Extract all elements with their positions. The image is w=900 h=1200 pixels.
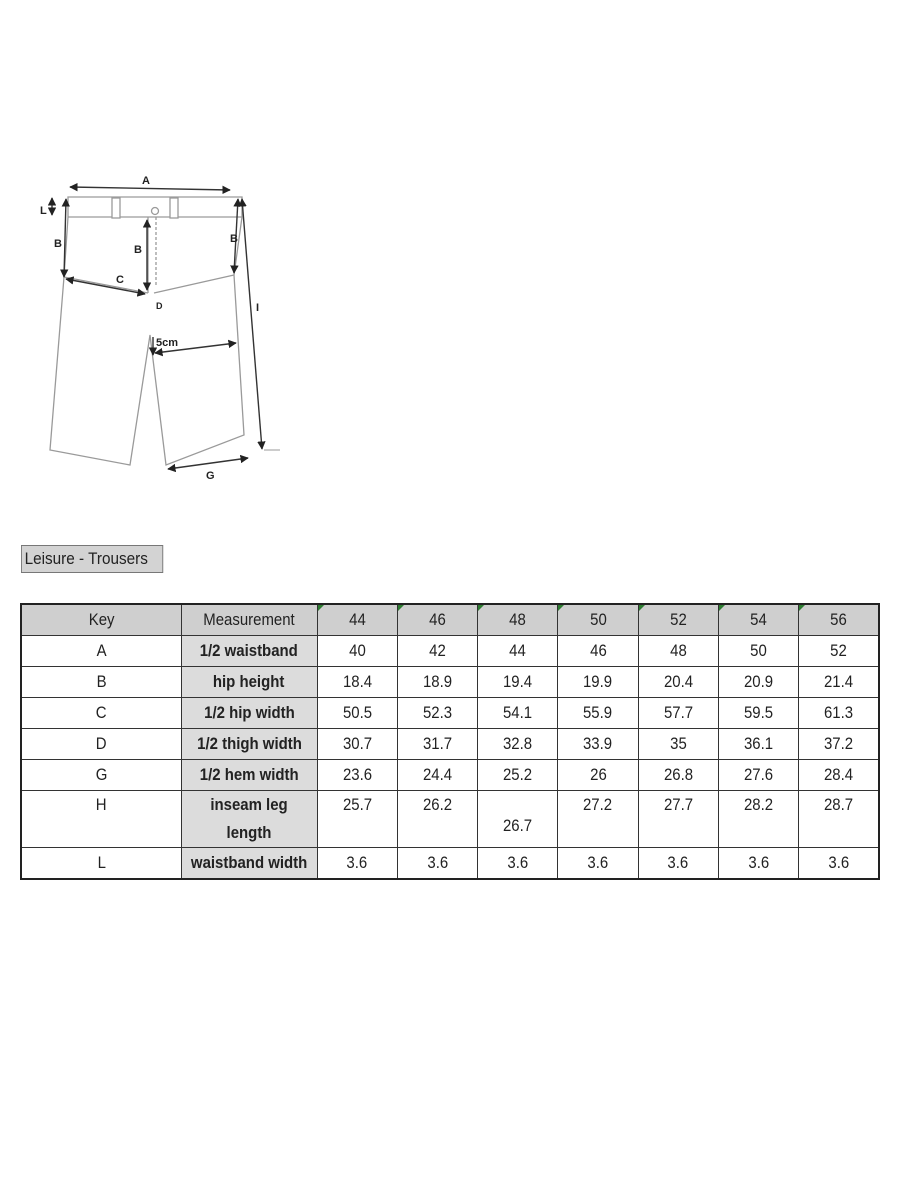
row-value-size-50: 46 xyxy=(558,636,638,667)
header-size-54: 54 xyxy=(718,604,798,636)
row-value-size-48: 54.1 xyxy=(478,698,558,729)
row-measurement: 1/2 waistband xyxy=(181,636,317,667)
row-value-size-48: 25.2 xyxy=(478,760,558,791)
header-key: Key xyxy=(21,604,181,636)
row-value-size-44: 18.4 xyxy=(317,667,397,698)
row-value-size-54: 36.1 xyxy=(718,729,798,760)
row-value-size-52: 26.8 xyxy=(638,760,718,791)
row-value-size-52: 20.4 xyxy=(638,667,718,698)
trousers-measurement-diagram xyxy=(30,165,290,485)
row-measurement: hip height xyxy=(181,667,317,698)
row-value-size-56: 28.7 xyxy=(799,791,879,848)
label-a: A xyxy=(142,175,150,187)
row-value-size-48: 3.6 xyxy=(478,848,558,879)
table-header-row xyxy=(21,604,879,636)
table-row xyxy=(21,848,879,879)
row-value-size-46: 18.9 xyxy=(397,667,477,698)
label-c: C xyxy=(116,274,124,286)
row-value-size-54: 27.6 xyxy=(718,760,798,791)
row-value-size-52: 3.6 xyxy=(638,848,718,879)
row-key: L xyxy=(21,848,181,879)
row-measurement: 1/2 hem width xyxy=(181,760,317,791)
row-value-size-56: 3.6 xyxy=(799,848,879,879)
label-l: L xyxy=(40,205,47,217)
row-key: D xyxy=(21,729,181,760)
row-measurement: 1/2 hip width xyxy=(181,698,317,729)
table-row xyxy=(21,760,879,791)
table-row xyxy=(21,791,879,848)
label-b-center: B xyxy=(134,244,142,256)
row-value-size-44: 30.7 xyxy=(317,729,397,760)
row-value-size-44: 40 xyxy=(317,636,397,667)
header-size-50: 50 xyxy=(558,604,638,636)
row-value-size-52: 57.7 xyxy=(638,698,718,729)
label-i: I xyxy=(256,302,260,314)
row-measurement: waistband width xyxy=(181,848,317,879)
row-value-size-50: 27.2 xyxy=(558,791,638,848)
row-value-size-50: 26 xyxy=(558,760,638,791)
header-size-46: 46 xyxy=(397,604,477,636)
row-value-size-54: 59.5 xyxy=(718,698,798,729)
label-5cm: 5cm xyxy=(156,337,179,349)
row-value-size-46: 42 xyxy=(397,636,477,667)
row-value-size-46: 31.7 xyxy=(397,729,477,760)
header-size-44: 44 xyxy=(317,604,397,636)
label-b-left: B xyxy=(54,238,62,250)
label-g: G xyxy=(206,470,215,482)
row-value-size-54: 20.9 xyxy=(718,667,798,698)
row-value-size-48: 19.4 xyxy=(478,667,558,698)
row-measurement: inseam leg length xyxy=(181,791,317,848)
row-value-size-44: 3.6 xyxy=(317,848,397,879)
label-b-right: B xyxy=(230,233,238,245)
row-value-size-54: 3.6 xyxy=(718,848,798,879)
row-key: H xyxy=(21,791,181,848)
row-value-size-46: 3.6 xyxy=(397,848,477,879)
row-key: B xyxy=(21,667,181,698)
row-measurement: 1/2 thigh width xyxy=(181,729,317,760)
row-value-size-56: 28.4 xyxy=(799,760,879,791)
row-value-size-50: 19.9 xyxy=(558,667,638,698)
row-value-size-52: 35 xyxy=(638,729,718,760)
row-value-size-50: 55.9 xyxy=(558,698,638,729)
table-row xyxy=(21,667,879,698)
row-value-size-54: 50 xyxy=(718,636,798,667)
table-row xyxy=(21,698,879,729)
row-value-size-52: 48 xyxy=(638,636,718,667)
section-title: Leisure - Trousers xyxy=(21,545,163,573)
row-value-size-44: 25.7 xyxy=(317,791,397,848)
row-value-size-44: 23.6 xyxy=(317,760,397,791)
row-key: C xyxy=(21,698,181,729)
row-value-size-46: 52.3 xyxy=(397,698,477,729)
table-row xyxy=(21,729,879,760)
header-measurement: Measurement xyxy=(181,604,317,636)
header-size-56: 56 xyxy=(799,604,879,636)
row-value-size-48: 26.7 xyxy=(478,791,558,848)
row-value-size-50: 33.9 xyxy=(558,729,638,760)
row-value-size-52: 27.7 xyxy=(638,791,718,848)
row-key: A xyxy=(21,636,181,667)
table-row xyxy=(21,636,879,667)
label-d: D xyxy=(156,301,163,311)
header-size-52: 52 xyxy=(638,604,718,636)
row-value-size-56: 61.3 xyxy=(799,698,879,729)
row-value-size-44: 50.5 xyxy=(317,698,397,729)
row-value-size-48: 44 xyxy=(478,636,558,667)
row-key: G xyxy=(21,760,181,791)
row-value-size-48: 32.8 xyxy=(478,729,558,760)
row-value-size-56: 21.4 xyxy=(799,667,879,698)
row-value-size-56: 37.2 xyxy=(799,729,879,760)
row-value-size-46: 26.2 xyxy=(397,791,477,848)
row-value-size-50: 3.6 xyxy=(558,848,638,879)
row-value-size-46: 24.4 xyxy=(397,760,477,791)
header-size-48: 48 xyxy=(478,604,558,636)
row-value-size-56: 52 xyxy=(799,636,879,667)
row-value-size-54: 28.2 xyxy=(718,791,798,848)
size-chart-table xyxy=(20,603,880,880)
